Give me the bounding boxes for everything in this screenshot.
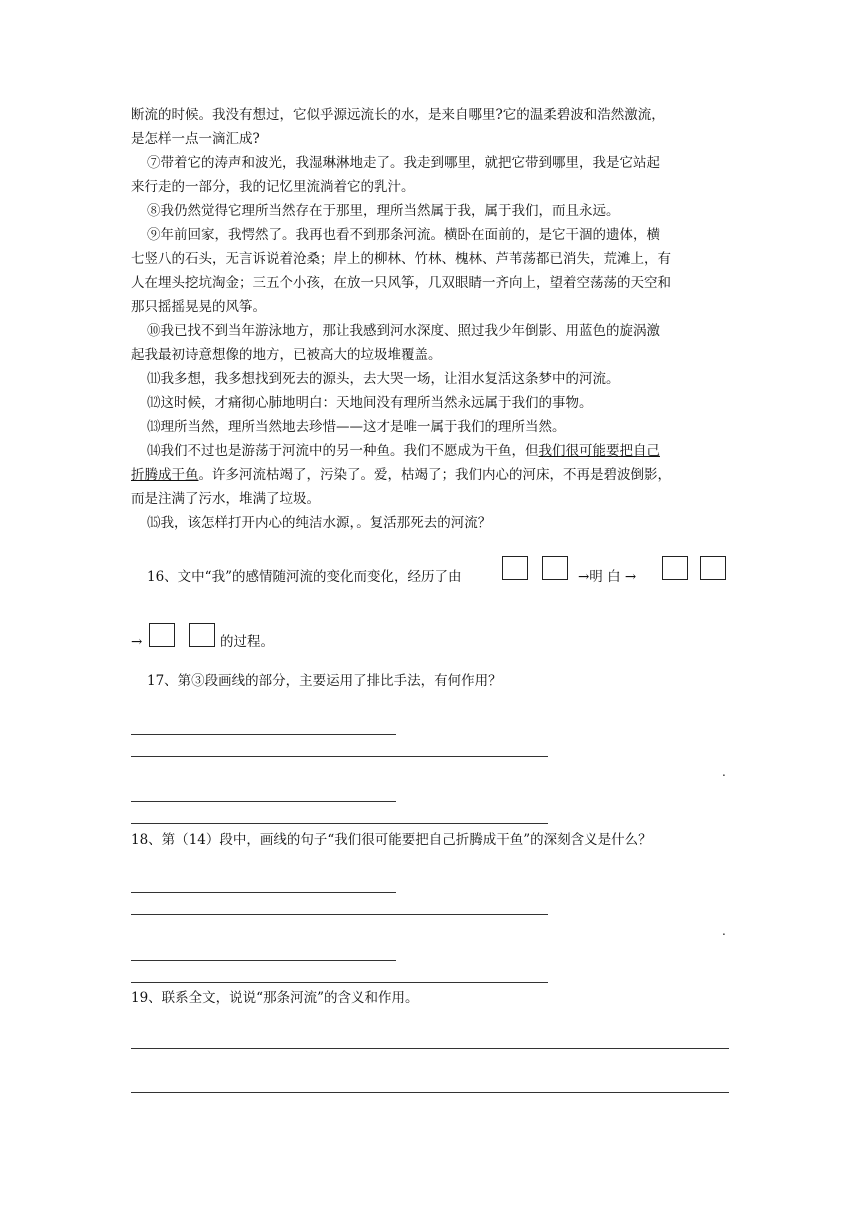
underlined-sentence: 我们很可能要把自己: [538, 443, 660, 459]
question-17-text: 17、第③段画线的部分，主要运用了排比手法，有何作用？: [147, 673, 502, 689]
question-19-text: 19、联系全文，说说“那条河流”的含义和作用。: [131, 990, 419, 1006]
passage-line: 人在埋头挖坑淘金；三五个小孩，在放一只风筝，几双眼睛一齐向上，望着空荡荡的天空和: [131, 275, 671, 291]
paragraph-8: ⑧我仍然觉得它理所当然存在于那里，理所当然属于我，属于我们，而且永远。: [147, 203, 620, 219]
passage-line: 七竖八的石头，无言诉说着沧桑；岸上的柳林、竹林、槐林、芦苇荡都已消失，荒滩上，有: [131, 251, 671, 267]
answer-line[interactable]: [131, 892, 396, 893]
answer-box[interactable]: [542, 556, 568, 580]
answer-line[interactable]: [131, 801, 396, 802]
answer-line[interactable]: [131, 756, 548, 757]
passage-line: 是怎样一点一滴汇成?: [131, 131, 260, 147]
answer-line[interactable]: [131, 1048, 729, 1049]
paragraph-7: ⑦带着它的涛声和波光，我湿琳淋地走了。我走到哪里，就把它带到哪里，我是它站起: [147, 155, 660, 171]
stray-dot: .: [722, 765, 726, 779]
passage-line: 来行走的一部分，我的记忆里流淌着它的乳汁。: [131, 179, 415, 195]
passage-line: 断流的时候。我没有想过，它似乎源远流长的水，是来自哪里?它的温柔碧波和浩然激流，: [131, 107, 665, 123]
answer-line[interactable]: [131, 1092, 729, 1093]
paragraph-13: ⒀理所当然，理所当然地去珍惜——这才是唯一属于我们的理所当然。: [147, 419, 566, 435]
passage-text: ⒁我们不过也是游荡于河流中的另一种鱼。我们不愿成为干鱼，但: [147, 443, 539, 459]
underlined-sentence: 折腾成干鱼: [131, 467, 199, 483]
passage-line: 而是注满了污水，堆满了垃圾。: [131, 491, 320, 507]
question-16-text: 16、文中“我”的感情随河流的变化而变化，经历了由: [147, 569, 462, 585]
passage-line: 起我最初诗意想像的地方，已被高大的垃圾堆覆盖。: [131, 347, 442, 363]
answer-box[interactable]: [662, 556, 688, 580]
answer-box[interactable]: [700, 556, 726, 580]
answer-line[interactable]: [131, 914, 548, 915]
answer-line[interactable]: [131, 982, 548, 983]
question-16-end: 的过程。: [220, 634, 274, 650]
answer-box[interactable]: [149, 623, 175, 647]
paragraph-11: ⑾我多想，我多想找到死去的源头，去大哭一场，让泪水复活这条梦中的河流。: [147, 371, 620, 387]
answer-box[interactable]: [502, 556, 528, 580]
paragraph-12: ⑿这时候，才痛彻心肺地明白：天地间没有理所当然永远属于我们的事物。: [147, 395, 593, 411]
passage-line: 那只摇摇晃晃的风筝。: [131, 299, 266, 315]
answer-line[interactable]: [131, 960, 396, 961]
paragraph-9: ⑨年前回家，我愕然了。我再也看不到那条河流。横卧在面前的，是它干涸的遗体，横: [147, 227, 660, 243]
question-18-text: 18、第（14）段中，画线的句子“我们很可能要把自己折腾成干鱼”的深刻含义是什么？: [131, 832, 652, 848]
paragraph-10: ⑩我已找不到当年游泳地方，那让我感到河水深度、照过我少年倒影、用蓝色的旋涡激: [147, 323, 660, 339]
paragraph-14: [147, 439, 660, 463]
passage-line: [131, 463, 671, 487]
answer-line[interactable]: [131, 734, 396, 735]
passage-text: 。许多河流枯竭了，污染了。爱，枯竭了；我们内心的河床，不再是碧波倒影，: [198, 467, 671, 483]
paragraph-15: ⒂我，该怎样打开内心的纯洁水源，。复活那死去的河流？: [147, 515, 492, 531]
answer-box[interactable]: [189, 623, 215, 647]
question-16-arrow-text: →明 白 →: [578, 569, 637, 585]
answer-line[interactable]: [131, 823, 548, 824]
stray-dot: .: [722, 924, 726, 938]
question-16-arrow: →: [131, 634, 143, 650]
